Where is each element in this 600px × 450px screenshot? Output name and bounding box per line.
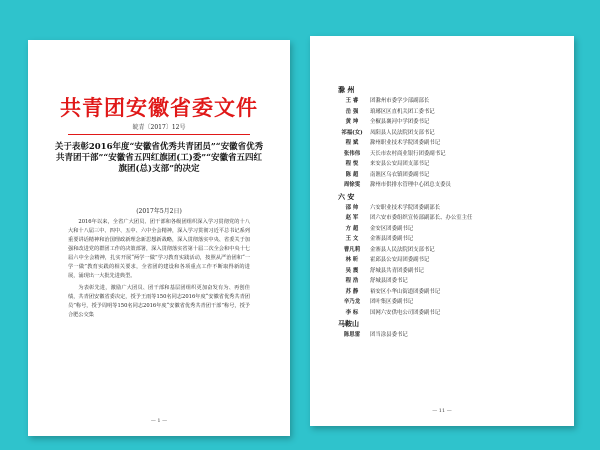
- list-item: [338, 180, 552, 191]
- list-item: [338, 117, 552, 128]
- list-item: [338, 213, 552, 224]
- honoree-role: 全椒县襄河中学团委书记: [370, 119, 430, 125]
- region-heading: 六 安: [338, 191, 355, 201]
- honoree-name: 岳 强: [345, 108, 359, 115]
- honoree-name: 程 悦: [345, 161, 359, 167]
- list-item: [338, 96, 552, 107]
- document-number: 皖青〔2017〕12号: [132, 124, 186, 131]
- list-item: [338, 255, 552, 266]
- honoree-name: 黄 坤: [345, 119, 359, 125]
- region-heading: 滁 州: [338, 85, 355, 94]
- document-date: (2017年5月2日): [136, 208, 182, 215]
- honoree-name: 程 斌: [345, 140, 359, 146]
- honoree-name: 苏 静: [345, 288, 359, 295]
- honoree-name: 方 超: [345, 225, 359, 232]
- list-item: [338, 266, 552, 277]
- list-item: [338, 330, 552, 341]
- list-item: [338, 287, 552, 298]
- honoree-role: 金寨县人民法院团支部书记: [370, 246, 435, 253]
- list-item: [338, 107, 552, 118]
- honoree-name: 张伟伟: [343, 150, 361, 157]
- honoree-role: 霍邱县公安局团委副书记: [370, 257, 430, 263]
- document-page-left: [28, 40, 290, 436]
- list-item: [338, 297, 552, 308]
- honoree-role: 团六安市委组织宣传部副部长、办公室主任: [370, 215, 473, 221]
- honoree-role: 团叶集区委副书记: [370, 299, 414, 305]
- document-body: [68, 218, 250, 323]
- list-item: [338, 128, 552, 139]
- document-title: 关于表彰2016年度“安徽省优秀共青团员”“安徽省优秀共青团干部”“安徽省五四红旗团(工)委”“安徽省五四红旗团(总)支部”的决定: [54, 142, 264, 174]
- honoree-role: 裕安区小华山街道团委副书记: [370, 288, 441, 295]
- honoree-role: 南谯区乌衣镇团委副书记: [370, 171, 430, 178]
- document-header: 共青团安徽省委文件: [60, 96, 258, 120]
- honoree-name: 吴 震: [345, 267, 359, 274]
- list-item: [338, 234, 552, 245]
- honoree-role: 天长市农村商业银行团委副书记: [370, 150, 446, 157]
- list-item: [338, 149, 552, 160]
- honoree-role: 滁州职业技术学院团委副书记: [370, 140, 441, 146]
- honoree-name: 陈思雷: [343, 332, 361, 338]
- honoree-name: 曹凡莉: [343, 246, 361, 253]
- honoree-role: 六安职业技术学院团委副部长: [370, 204, 441, 211]
- honoree-name: 邵 帅: [345, 204, 359, 211]
- honoree-name: 程 浩: [345, 278, 359, 284]
- honoree-list: [338, 84, 552, 341]
- honoree-role: 来安县公安局团支部书记: [370, 161, 430, 167]
- honoree-role: 凤阳县人民法院团支部书记: [370, 129, 435, 136]
- page-number: — 11 —: [432, 408, 452, 414]
- honoree-role: 团滁州市委学少部副部长: [370, 98, 430, 104]
- honoree-name: 赵 军: [345, 215, 359, 221]
- list-item: [338, 224, 552, 235]
- honoree-role: 金寨县团委副书记: [370, 236, 414, 242]
- page-number: — 1 —: [150, 418, 168, 424]
- honoree-name: 王 文: [345, 236, 359, 242]
- honoree-name: 祁福(女): [341, 129, 363, 136]
- honoree-name: 辛乃龙: [343, 299, 361, 305]
- list-item: [338, 203, 552, 214]
- document-page-right: [310, 36, 574, 426]
- body-paragraph: 2016年以来，全省广大团员、团干部和各级团组织深入学习贯彻党的十八大和十八届三中、四中、五中、六中全会精神，深入学习贯彻习近平总书记系列重要讲话精神和治国理政新理念新思想新战略，深入贯彻落实中央、省委关于加强和改进党的群团工作的决策部署，深入贯彻落实省第十届二次全会和中央十七届六中全会精神，扎实开展“两学一做”学习教育实践活动，按照从严治团和“一学一做”教育实践的相关要求，全省团的建设和各项重点工作不断取得新的进展，涌现出一大批先进典型。: [68, 219, 250, 279]
- honoree-name: 陈 超: [345, 171, 359, 178]
- honoree-role: 舒城县团委书记: [370, 278, 408, 284]
- honoree-role: 国网六安供电公司团委副书记: [370, 309, 441, 316]
- honoree-name: 林 昕: [345, 257, 359, 263]
- list-item: [338, 159, 552, 170]
- honoree-role: 团当涂县委书记: [370, 332, 408, 338]
- body-paragraph: 为表彰先进，激励广大团员、团干部和基层团组织更加奋发有为、再创佳绩，共青团安徽省委决定，授予王雨等150名同志2016年度“安徽省优秀共青团员”称号，授予周明等150名同志2016年度“安徽省优秀共青团干部”称号，授予合肥公交集: [68, 285, 250, 318]
- honoree-role: 金安区团委副书记: [370, 225, 414, 232]
- honoree-name: 李 标: [345, 309, 359, 316]
- list-item: [338, 245, 552, 256]
- list-item: [338, 138, 552, 149]
- honoree-role: 滁州市供排水管理中心团总支委员: [370, 182, 451, 188]
- honoree-name: 王 睿: [345, 98, 359, 104]
- honoree-name: 周徐雯: [343, 182, 361, 188]
- list-item: [338, 308, 552, 319]
- list-item: [338, 276, 552, 287]
- region-heading: 马鞍山: [338, 319, 359, 328]
- list-item: [338, 170, 552, 181]
- header-divider: [68, 134, 250, 135]
- honoree-role: 舒城县共青团委副书记: [370, 267, 424, 274]
- honoree-role: 琅琊区区直机关团工委书记: [370, 108, 435, 115]
